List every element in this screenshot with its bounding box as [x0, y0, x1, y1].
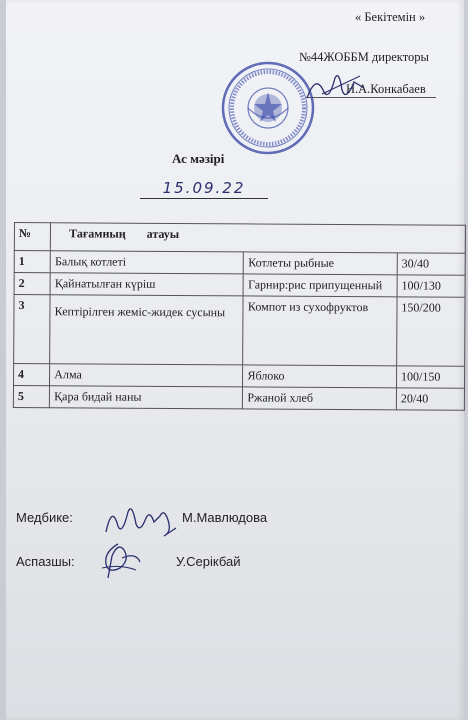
- portion-amount: 30/40: [397, 253, 465, 275]
- handwritten-date: 15.09.22: [140, 178, 268, 199]
- cook-signature-icon: [96, 540, 146, 582]
- dish-name-ru: Котлеты рыбные: [244, 252, 398, 275]
- director-title: №44ЖОББМ директоры: [299, 50, 429, 64]
- row-num: 5: [13, 386, 49, 408]
- document-title: Ас мәзірі: [172, 151, 225, 166]
- dish-name-kz: [50, 295, 244, 365]
- dish-name-kz: Алма: [50, 364, 243, 387]
- table-row: [14, 364, 465, 389]
- portion-amount: 20/40: [396, 388, 464, 410]
- portion-amount: 100/150: [396, 366, 464, 388]
- dish-name-ru: Компот из сухофруктов: [243, 296, 397, 366]
- table-row: [14, 295, 465, 367]
- dish-name-ru: Яблоко: [243, 365, 397, 388]
- dish-name-kz: Балық котлеті: [50, 251, 243, 274]
- document-sheet: [6, 0, 464, 720]
- row-num: 1: [14, 251, 50, 273]
- dish-name-kz: Қайнатылған күріш: [50, 273, 243, 296]
- director-name: Н.А.Конкабаев: [346, 82, 426, 96]
- table-row: [14, 273, 465, 298]
- dish-name-kz: Қара бидай наны: [50, 386, 243, 409]
- dish-name-kz-text: Кептірілген жеміс-жидек сусыны: [54, 304, 226, 320]
- director-signature-icon: [302, 68, 372, 106]
- header-num: №: [14, 223, 50, 251]
- row-num: 2: [14, 273, 50, 295]
- approve-heading: « Бекітемін »: [355, 10, 426, 24]
- dish-name-ru: Гарнир:рис припущенный: [244, 274, 398, 297]
- header-name: Тағамның атауы: [51, 223, 466, 254]
- row-num: 3: [14, 295, 51, 364]
- portion-amount: 150/200: [397, 297, 465, 366]
- table-header-row: [14, 223, 465, 254]
- row-num: 4: [14, 364, 50, 386]
- menu-table: [13, 222, 466, 411]
- portion-amount: 100/130: [397, 275, 465, 297]
- table-row: [13, 386, 464, 411]
- cook-name: У.Серікбай: [176, 554, 241, 569]
- nurse-name: М.Мавлюдова: [182, 510, 268, 525]
- nurse-signature-icon: [102, 498, 186, 540]
- cook-label: Аспазшы:: [16, 554, 75, 569]
- dish-name-ru: Ржаной хлеб: [243, 387, 397, 410]
- nurse-label: Медбике:: [16, 510, 73, 525]
- table-row: [14, 251, 465, 276]
